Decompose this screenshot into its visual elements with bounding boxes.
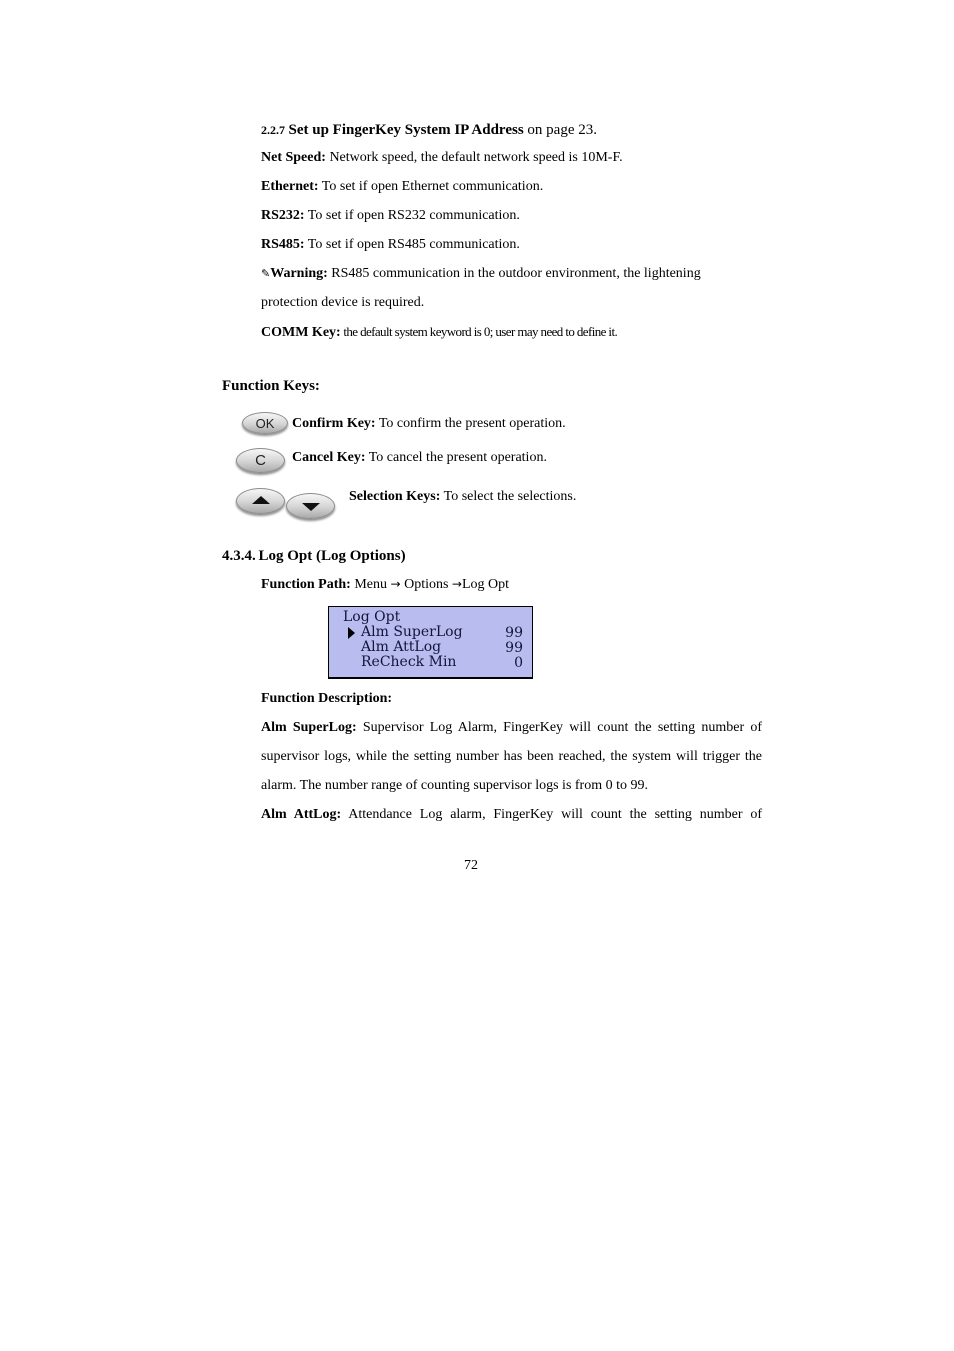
log-opt-title: Log Opt (Log Options) [258, 548, 406, 564]
confirm-key-line [292, 415, 566, 433]
pen-icon: ✎ [261, 267, 271, 280]
superlog-line-2: supervisor logs, while the setting number has been reached, the system will trigger the [261, 749, 762, 764]
lcd-screen [328, 606, 533, 679]
cancel-key-label: Cancel Key: [292, 450, 366, 465]
superlog-line-1 [261, 719, 762, 737]
item-label: Net Speed: [261, 150, 326, 165]
function-path-line [261, 575, 509, 594]
section-ref-suffix: on page 23. [523, 122, 597, 138]
attlog-text: Attendance Log alarm, FingerKey will count the setting number of [341, 807, 763, 822]
selection-keys-label: Selection Keys: [349, 489, 441, 504]
selection-keys-line [349, 488, 576, 506]
up-key-image [236, 488, 285, 514]
superlog-label: Alm SuperLog: [261, 720, 357, 735]
net-speed-line [261, 149, 623, 167]
section-ref-number: 2.2.7 [261, 123, 285, 137]
superlog-text: Supervisor Log Alarm, FingerKey will count the setting number of [356, 720, 763, 735]
comm-label: COMM Key: [261, 325, 341, 340]
right-arrow-icon: → [451, 577, 462, 591]
item-label: Ethernet: [261, 179, 319, 194]
attlog-label: Alm AttLog: [261, 807, 342, 822]
rs485-line [261, 236, 520, 254]
ethernet-line [261, 178, 543, 196]
warning-line [261, 265, 701, 283]
comm-key-line [261, 323, 617, 342]
item-label: RS232: [261, 208, 305, 223]
cancel-key-line [292, 449, 547, 467]
confirm-key-label: Confirm Key: [292, 416, 376, 431]
path-segment: Options [400, 577, 452, 592]
function-keys-heading: Function Keys: [222, 378, 320, 394]
warning-label: Warning: [270, 266, 328, 281]
function-description-heading: Function Description: [261, 691, 393, 706]
lcd-row-label: Alm SuperLog [361, 624, 463, 640]
item-text: To set if open RS485 communication. [304, 237, 520, 252]
lcd-row-label: ReCheck Min [361, 654, 457, 670]
item-text: To set if open Ethernet communication. [318, 179, 544, 194]
cancel-key-text: To cancel the present operation. [365, 450, 547, 465]
lcd-row-value: 99 [505, 625, 523, 641]
lcd-row-value: 0 [514, 655, 523, 671]
down-key-image [286, 493, 335, 519]
cursor-triangle-icon [348, 627, 355, 639]
ok-key-label: OK [255, 415, 275, 431]
path-segment: Log Opt [461, 577, 510, 592]
lcd-title: Log Opt [343, 609, 401, 625]
attlog-line-1 [261, 806, 762, 824]
ok-key-image [242, 412, 288, 434]
function-path-label: Function Path: [261, 577, 351, 592]
superlog-line-3: alarm. The number range of counting supervisor logs is from 0 to 99. [261, 778, 648, 793]
cancel-key-image [236, 448, 285, 473]
item-text: To set if open RS232 communication. [304, 208, 520, 223]
path-segment: Menu [350, 577, 391, 592]
warning-text: RS485 communication in the outdoor environment, the lightening [327, 266, 701, 281]
section-ref-title: Set up FingerKey System IP Address [288, 122, 524, 138]
selection-keys-text: To select the selections. [440, 489, 577, 504]
right-arrow-icon: → [390, 577, 401, 591]
down-arrow-icon [302, 503, 320, 511]
rs232-line [261, 207, 520, 225]
item-text: Network speed, the default network speed is 10M-F. [325, 150, 623, 165]
comm-text: the default system keyword is 0; user may need to define it. [340, 324, 618, 339]
log-opt-number: 4.3.4. [222, 548, 256, 564]
lcd-row-value: 99 [505, 640, 523, 656]
warning-line-2: protection device is required. [261, 295, 425, 310]
confirm-key-text: To confirm the present operation. [375, 416, 566, 431]
cancel-key-label-glyph: C [255, 452, 266, 469]
page-number: 72 [464, 858, 478, 873]
section-reference [261, 121, 597, 140]
item-label: RS485: [261, 237, 305, 252]
log-opt-heading [222, 547, 406, 565]
up-arrow-icon [252, 496, 270, 504]
lcd-row-label: Alm AttLog [361, 639, 442, 655]
